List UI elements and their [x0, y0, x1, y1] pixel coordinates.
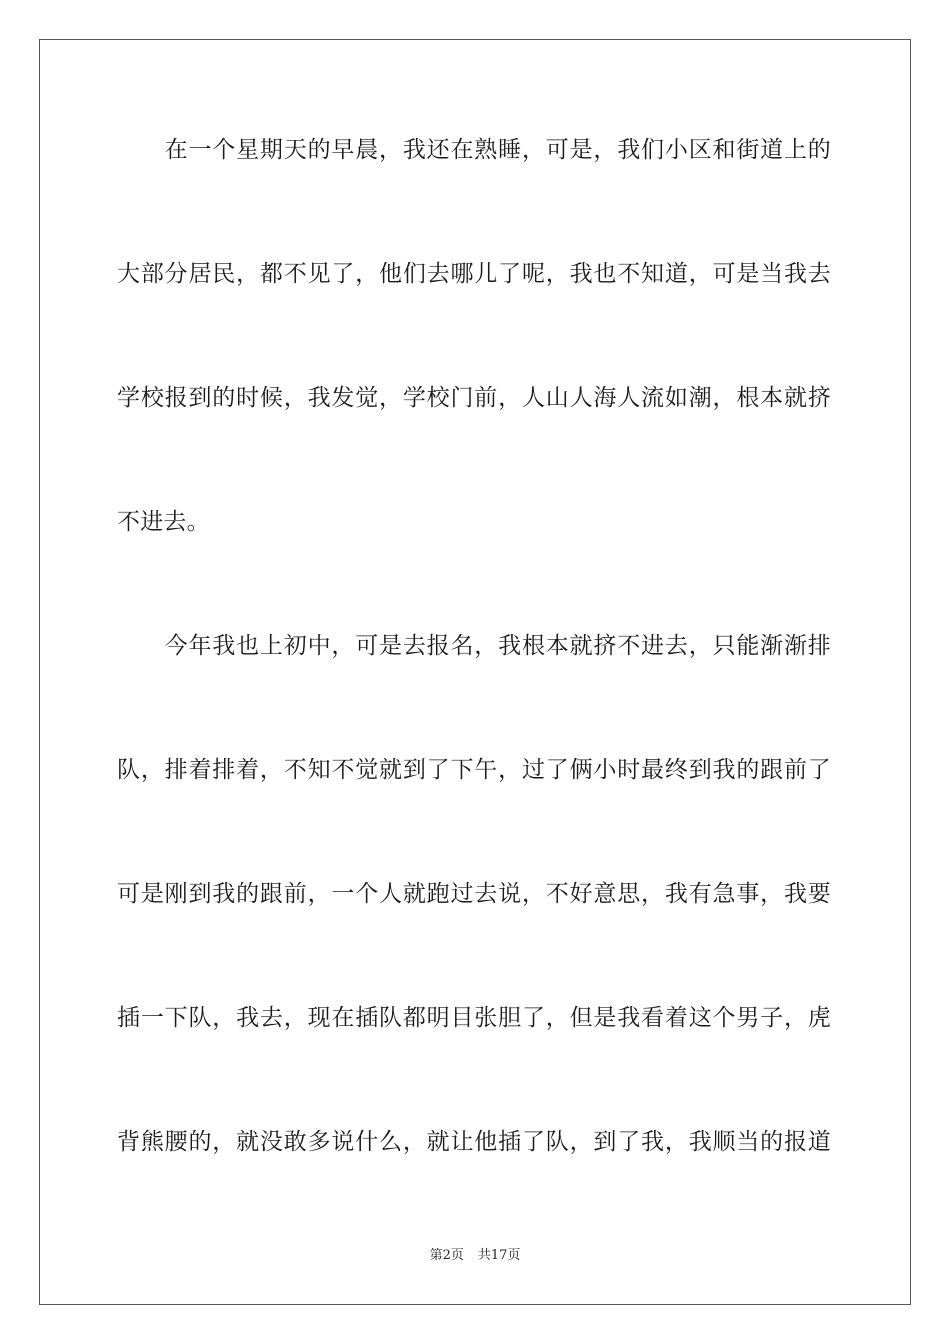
text-line: 队，排着排着，不知不觉就到了下午，过了俩小时最终到我的跟前了 — [117, 757, 831, 783]
text-line: 可是刚到我的跟前，一个人就跑过去说，不好意思，我有急事，我要 — [117, 881, 831, 907]
text-line: 背熊腰的，就没敢多说什么，就让他插了队，到了我，我顺当的报道 — [117, 1129, 831, 1155]
text-line: 插一下队，我去，现在插队都明目张胆了，但是我看着这个男子，虎 — [117, 1005, 831, 1031]
text-line: 在一个星期天的早晨，我还在熟睡，可是，我们小区和街道上的 — [117, 137, 831, 163]
page-number: 第2页 — [429, 1248, 464, 1263]
text-line: 大部分居民，都不见了，他们去哪儿了呢，我也不知道，可是当我去 — [117, 261, 831, 287]
text-line: 今年我也上初中，可是去报名，我根本就挤不进去，只能渐渐排 — [117, 633, 831, 659]
page-footer — [0, 1247, 950, 1265]
text-line: 学校报到的时候，我发觉，学校门前，人山人海人流如潮，根本就挤 — [117, 385, 831, 411]
text-line: 不进去。 — [117, 509, 210, 535]
page-border — [39, 39, 911, 1305]
page-total: 共17页 — [477, 1248, 521, 1263]
